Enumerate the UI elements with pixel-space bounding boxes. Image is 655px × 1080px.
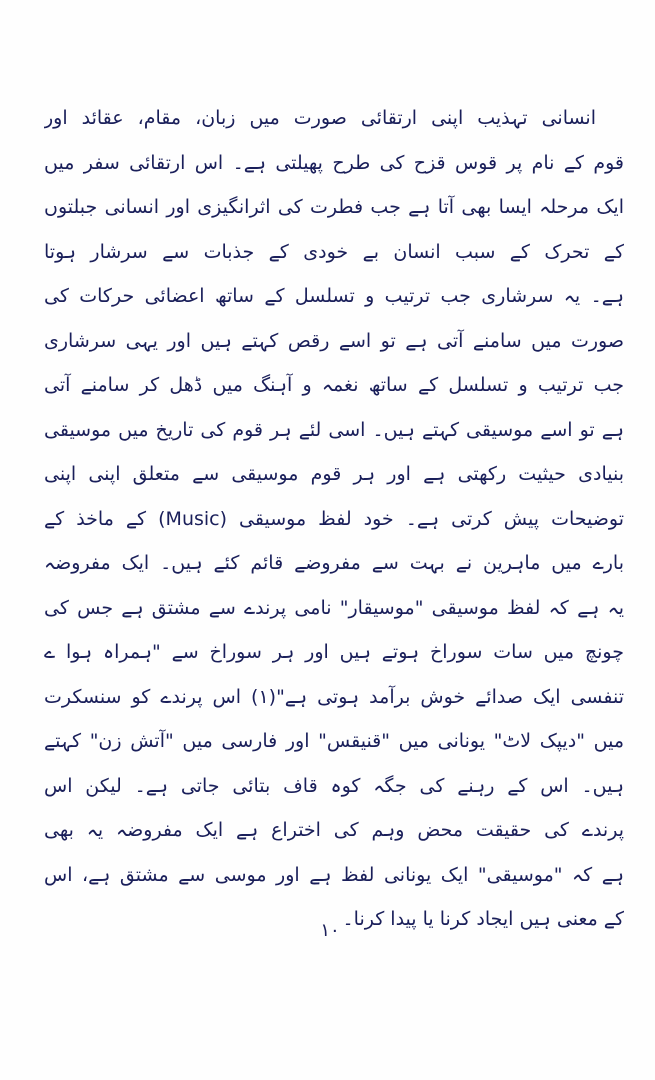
text-line: میں "دیپک لاٹ" یونانی میں "قنیقس" اور فارسی میں "آتش زن" کہتے bbox=[44, 730, 624, 752]
text-line: تنفسی ایک صدائے خوش برآمد ہوتی ہے"(۱) اس پرندے کو سنسکرت bbox=[44, 685, 624, 708]
text-line: توضیحات پیش کرتی ہے۔ خود لفظ موسیقی (Music) کے ماخذ کے bbox=[44, 507, 624, 530]
text-line: قوم کے نام پر قوس قزح کی طرح پھیلتی ہے۔ اس ارتقائی سفر میں bbox=[44, 151, 624, 174]
text-line: بارے میں ماہرین نے بہت سے مفروضے قائم کئے ہیں۔ ایک مفروضہ bbox=[44, 552, 624, 574]
text-line: چونچ میں سات سوراخ ہوتے ہیں اور ہر سوراخ سے "ہمراہ ہوا ے bbox=[44, 641, 624, 663]
text-line: یہ ہے کہ لفظ موسیقی "موسیقار" نامی پرندے سے مشتق ہے جس کی bbox=[44, 596, 624, 619]
text-line: پرندے کی حقیقت محض وہم کی اختراع ہے ایک مفروضہ یہ بھی bbox=[44, 819, 624, 841]
text-line: بنیادی حیثیت رکھتی ہے اور ہر قوم موسیقی سے متعلق اپنی اپنی bbox=[44, 463, 624, 485]
text-line: ہیں۔ اس کے رہنے کی جگہ کوہ قاف بتائی جاتی ہے۔ لیکن اس bbox=[44, 774, 624, 797]
text-line: ہے تو اسے موسیقی کہتے ہیں۔ اسی لئے ہر قوم کی تاریخ میں موسیقی bbox=[44, 418, 624, 441]
page-number: ۱۰ bbox=[320, 920, 340, 941]
text-line: ہے کہ "موسیقی" ایک یونانی لفظ ہے اور موسی سے مشتق ہے، اس bbox=[44, 863, 624, 886]
text-line: ایک مرحلہ ایسا بھی آتا ہے جب فطرت کی اثرانگیزی اور انسانی جبلتوں bbox=[44, 196, 624, 218]
text-line: انسانی تہذیب اپنی ارتقائی صورت میں زبان، مقام، عقائد اور bbox=[44, 107, 596, 129]
text-line: ہے۔ یہ سرشاری جب ترتیب و تسلسل کے ساتھ اعضائی حرکات کی bbox=[44, 285, 624, 307]
urdu-paragraph bbox=[44, 96, 624, 942]
text-line: صورت میں سامنے آتی ہے تو اسے رقص کہتے ہیں اور یہی سرشاری bbox=[44, 329, 624, 352]
text-line: کے معنی ہیں ایجاد کرنا یا پیدا کرنا۔ bbox=[342, 908, 624, 930]
text-line: کے تحرک کے سبب انسان بے خودی کے جذبات سے سرشار ہوتا bbox=[44, 240, 624, 263]
text-line: جب ترتیب و تسلسل کے ساتھ نغمہ و آہنگ میں ڈھل کر سامنے آتی bbox=[44, 374, 624, 396]
